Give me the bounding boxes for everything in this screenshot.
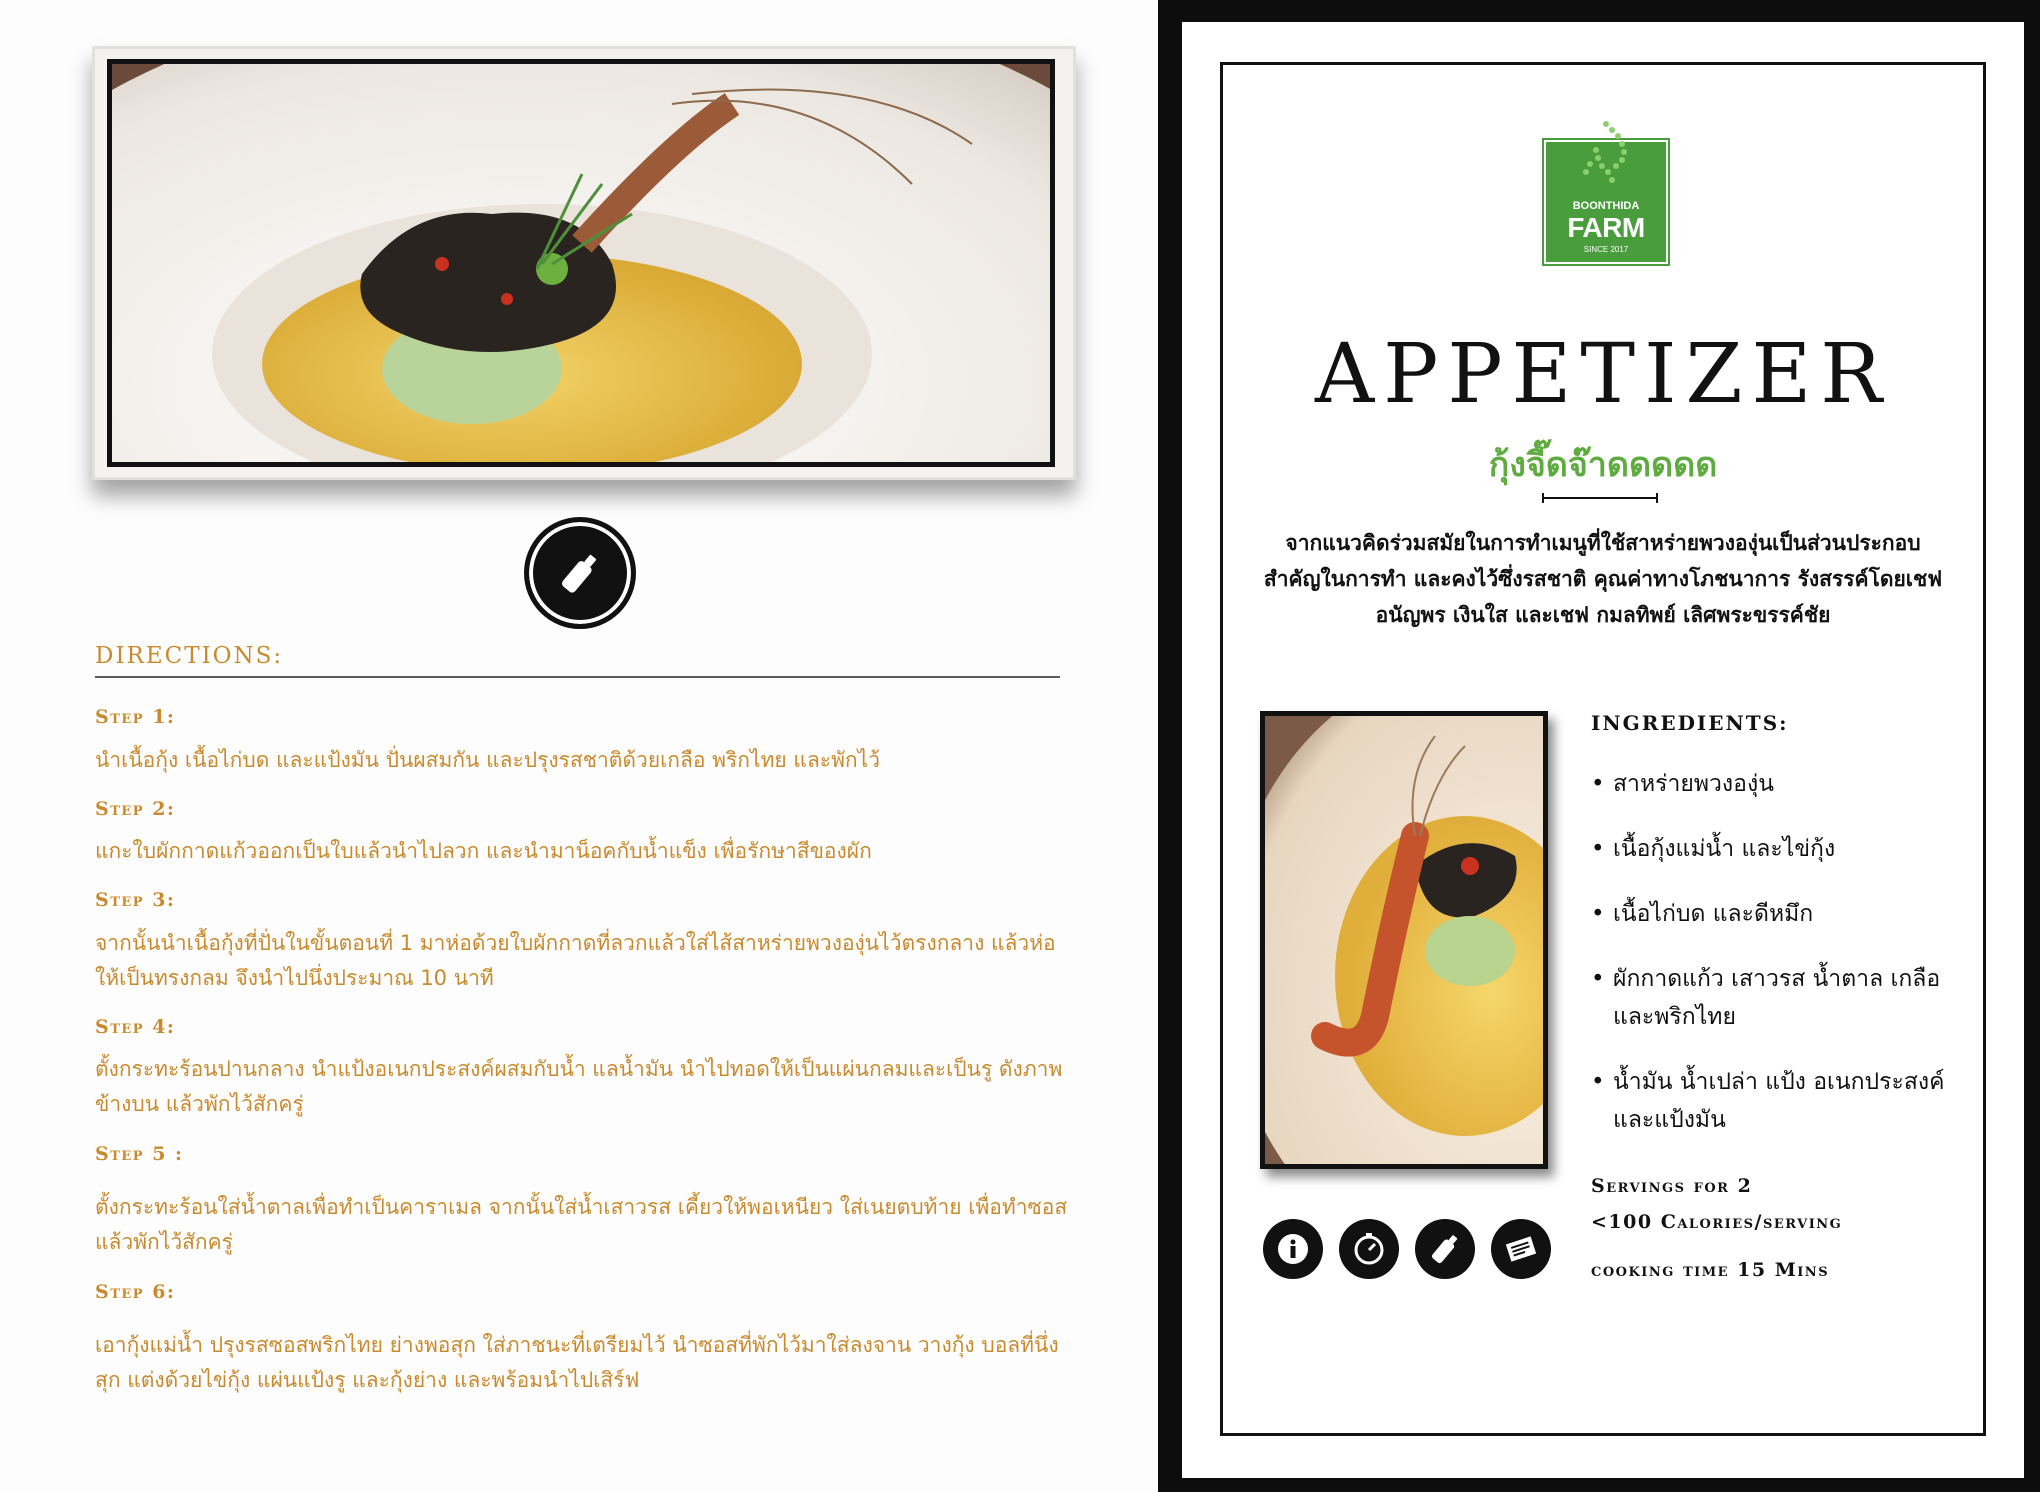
step-text: ตั้งกระทะร้อนปานกลาง นำแป้งอเนกประสงค์ผสมกับน้ำ แลน้ำมัน นำไปทอดให้เป็นแผ่นกลมและเป็นรู ดังภาพข้างบน แล้วพักไว้สักครู่ [95,1057,1063,1116]
recipe-card-border [1220,62,1986,1436]
cooking-time: cooking time 15 Mins [1591,1259,1830,1281]
ingredient-item: • เนื้อไก่บด และดีหมึก [1591,895,1951,933]
hero-dish-photo [107,59,1055,467]
logo-text-since: SINCE 2017 [1583,245,1629,254]
step-text: จากนั้นนำเนื้อกุ้งที่ปั่นในขั้นตอนที่ 1 มาห่อด้วยใบผักกาดที่ลวกแล้วใส่ไส้สาหร่ายพวงองุ่นไว้ตรงกลาง แล้วห่อให้เป็นทรงกลม จึงนำไปนึ่งประมาณ 10 นาที [95,931,1056,990]
step-text: ตั้งกระทะร้อนใส่น้ำตาลเพื่อทำเป็นคาราเมล จากนั้นใส่น้ำเสาวรส เคี้ยวให้พอเหนียว ใส่เนยตบท้าย เพื่อทำซอส แล้วพักไว้สักครู่ [95,1195,1068,1254]
ingredient-item: • เนื้อกุ้งแม่น้ำ และไข่กุ้ง [1591,830,1951,868]
recipe-card-button[interactable] [1491,1219,1551,1279]
servings: Servings for 2 [1591,1175,1753,1197]
boonthida-farm-logo [1544,140,1668,264]
step-text: นำเนื้อกุ้ง เนื้อไก่บด และแป้งมัน ปั่นผสมกัน และปรุงรสชาติด้วยเกลือ พริกไทย และพักไว้ [95,748,880,772]
step-label: Step 6: [95,1281,176,1303]
directions-title: DIRECTIONS: [95,643,284,669]
bottle-icon [555,548,605,598]
step-label: Step 3: [95,889,176,911]
ingredient-item: • น้ำมัน น้ำเปล่า แป้ง อเนกประสงค์ และแป้งมัน [1591,1063,1951,1139]
dish-illustration [112,64,1050,462]
step-label: Step 1: [95,706,176,728]
calories: <100 Calories/serving [1591,1211,1843,1233]
bottle-icon [1427,1231,1463,1267]
right-page [1158,0,2040,1492]
ingredient-item: • สาหร่ายพวงองุ่น [1591,765,1951,803]
step-text: แกะใบผักกาดแก้วออกเป็นใบแล้วนำไปลวก และนำมาน็อคกับน้ำแข็ง เพื่อรักษาสีของผัก [95,839,872,863]
bottle-badge [524,517,636,629]
recipe-card [1182,22,2024,1478]
step-label: Step 2: [95,798,176,820]
page-title: APPETIZER [1314,327,1892,422]
ingredients-title: INGREDIENTS: [1591,711,1789,735]
timer-icon [1351,1231,1387,1267]
logo-text-top: BOONTHIDA [1572,200,1640,212]
directions-divider [95,676,1060,678]
step-label: Step 4: [95,1016,176,1038]
side-dish-photo [1260,711,1548,1169]
dish-illustration [1265,716,1543,1164]
hero-photo-frame [92,46,1076,480]
grape-vine-icon [1576,120,1640,200]
recipe-card-icon [1502,1230,1540,1268]
ingredient-item: • ผักกาดแก้ว เสาวรส น้ำตาล เกลือ และพริกไทย [1591,960,1951,1036]
dish-description: จากแนวคิดร่วมสมัยในการทำเมนูที่ใช้สาหร่ายพวงองุ่นเป็นส่วนประกอบสำคัญในการทำ และคงไว้ซึ่งรสชาติ คุณค่าทางโภชนาการ รังสรรค์โดยเชฟ อนัญพร เงินใส และเชฟ กมลทิพย์ เลิศพระขรรค์ชัย [1263,531,1943,627]
step-label: Step 5 : [95,1143,184,1165]
bottle-button[interactable] [1415,1219,1475,1279]
ingredients-list [1591,765,1951,1166]
dish-name: กุ้งจี๊ดจ๊าดดดดด [1488,445,1718,485]
step-text: เอากุ้งแม่น้ำ ปรุงรสซอสพริกไทย ย่างพอสุก ใส่ภาชนะที่เตรียมไว้ นำซอสที่พักไว้มาใส่ลงจาน วางกุ้ง บอลที่นึ่งสุก แต่งด้วยไข่กุ้ง แผ่นแป้งรู และกุ้งย่าง และพร้อมนำไปเสิร์ฟ [95,1333,1059,1392]
info-button[interactable] [1263,1219,1323,1279]
info-icon [1276,1232,1310,1266]
ornament-divider [1541,493,1659,503]
logo-text-main: FARM [1567,212,1645,243]
timer-button[interactable] [1339,1219,1399,1279]
